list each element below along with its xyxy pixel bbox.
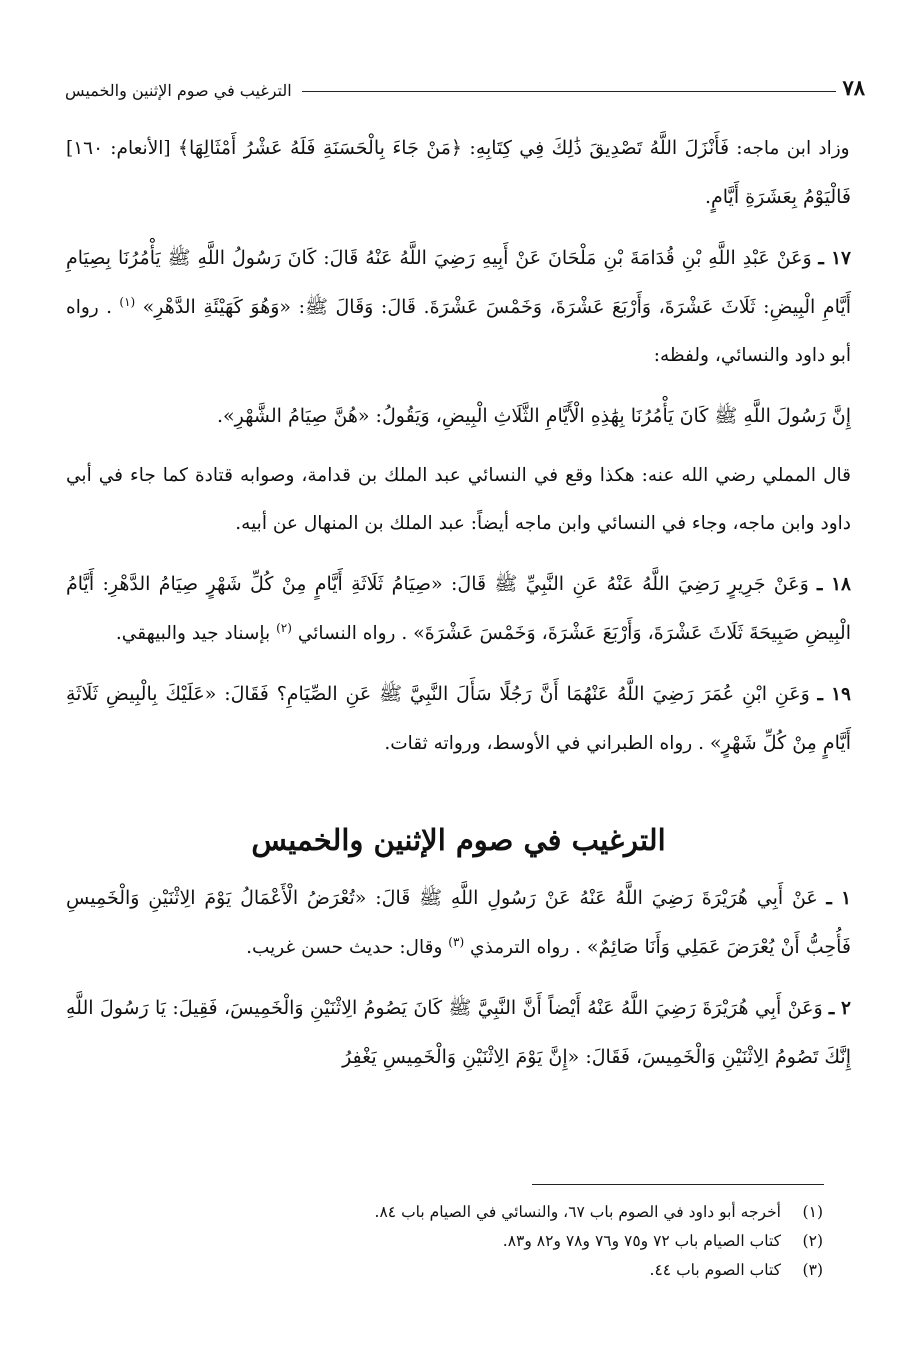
page-number: ٧٨	[842, 75, 865, 100]
footnote-marker: (٢)	[276, 620, 292, 635]
hadith-source: . رواه الترمذي	[470, 937, 582, 958]
hadith-source-tail: وقال: حديث حسن غريب.	[246, 937, 443, 958]
footnote-text: أخرجه أبو داود في الصوم باب ٦٧، والنسائي في الصيام باب ٨٤.	[374, 1203, 781, 1221]
footnote-text: كتاب الصوم باب ٤٤.	[649, 1261, 781, 1279]
footnote-number: (١)	[802, 1203, 823, 1221]
hadith-quote: عَنْ أَبِي هُرَيْرَةَ رَضِيَ اللَّهُ عَنْهُ عَنْ رَسُولِ اللَّهِ ﷺ قَالَ: «تُعْرَضُ الْأَعْمَالُ يَوْمَ الِاثْنَيْنِ وَالْخَمِيسِ فَأُحِبُّ أَنْ يُعْرَضَ عَمَلِي وَأَنَا صَائِمٌ»	[66, 887, 851, 958]
footnote-number: (٣)	[802, 1261, 823, 1279]
hadith-source: . رواه النسائي	[297, 623, 408, 644]
hadith-nasai-wording: إِنَّ رَسُولَ اللَّهِ ﷺ كَانَ يَأْمُرُنَا بِهَٰذِهِ الْأَيَّامِ الثَّلَاثِ الْبِيضِ، وَيَقُولُ: «هُنَّ صِيَامُ الشَّهْرِ».	[216, 405, 851, 427]
hadith-17	[66, 234, 851, 380]
footnote-3	[60, 1256, 823, 1285]
hadith-18	[66, 560, 851, 658]
hadith-number: ١٨ ـ	[816, 574, 851, 595]
header-rule	[302, 91, 837, 92]
footnote-marker: (١)	[119, 294, 136, 309]
hadith-source-tail: بإسناد جيد والبيهقي.	[115, 623, 271, 644]
hadith-number: ١٧ ـ	[818, 248, 851, 269]
footnote-2	[60, 1227, 823, 1256]
quran-reference: [الأنعام: ١٦٠]	[66, 138, 171, 159]
footnote-text: كتاب الصيام باب ٧٢ و٧٥ و٧٦ و٧٨ و٨٢ و٨٣.	[502, 1232, 781, 1250]
hadith-quote: وَعَنْ أَبِي هُرَيْرَةَ رَضِيَ اللَّهُ عَنْهُ أَيْضاً أَنَّ النَّبِيَّ ﷺ كَانَ يَصُومُ الِاثْنَيْنِ وَالْخَمِيسَ، فَقِيلَ: يَا رَسُولَ اللَّهِ إِنَّكَ تَصُومُ الِاثْنَيْنِ وَالْخَمِيسَ، فَقَالَ: «إِنَّ يَوْمَ الِاثْنَيْنِ وَالْخَمِيسِ يَغْفِرُ	[66, 997, 851, 1068]
section-hadith-1	[66, 874, 851, 972]
hadith-source: . رواه الطبراني في الأوسط، ورواته ثقات.	[384, 733, 704, 754]
hadith-quote: وَعَنِ ابْنِ عُمَرَ رَضِيَ اللَّهُ عَنْهُمَا أَنَّ رَجُلًا سَأَلَ النَّبِيَّ ﷺ عَنِ الصِّيَامِ؟ فَقَالَ: «عَلَيْكَ بِالْبِيضِ ثَلَاثَةِ أَيَّامٍ مِنْ كُلِّ شَهْرٍ»	[66, 683, 851, 754]
section-title: الترغيب في صوم الإثنين والخميس	[251, 823, 666, 857]
hadith-quote: وَعَنْ عَبْدِ اللَّهِ بْنِ قُدَامَةَ بْنِ مَلْحَانَ عَنْ أَبِيهِ رَضِيَ اللَّهُ عَنْهُ قَالَ: كَانَ رَسُولُ اللَّهِ ﷺ يَأْمُرُنَا بِصِيَامِ أَيَّامِ الْبِيضِ: ثَلَاثَ عَشْرَةَ، وَأَرْبَعَ عَشْرَةَ، وَخَمْسَ عَشْرَةَ. قَالَ: وَقَالَ ﷺ: «وَهُوَ كَهَيْئَةِ الدَّهْرِ»	[66, 247, 851, 318]
footnote-number: (٢)	[802, 1232, 823, 1250]
hadith-19	[66, 670, 851, 768]
section-hadith-2	[66, 984, 851, 1082]
hadith-number: ٢ ـ	[828, 998, 851, 1019]
hadith-quote: فَأَنْزَلَ اللَّهُ تَصْدِيقَ ذَٰلِكَ فِي كِتَابِهِ: ﴿مَنْ جَاءَ بِالْحَسَنَةِ فَلَهُ عَشْرُ أَمْثَالِهَا﴾	[177, 137, 730, 159]
hadith-quote: وَعَنْ جَرِيرٍ رَضِيَ اللَّهُ عَنْهُ عَنِ النَّبِيِّ ﷺ قَالَ: «صِيَامُ ثَلَاثَةِ أَيَّامٍ مِنْ كُلِّ شَهْرٍ صِيَامُ الدَّهْرِ: أَيَّامُ الْبِيضِ صَبِيحَةَ ثَلَاثَ عَشْرَةَ، وَأَرْبَعَ عَشْرَةَ، وَخَمْسَ عَشْرَةَ»	[66, 573, 851, 644]
page-header	[65, 70, 865, 100]
intro-text: وزاد ابن ماجه:	[729, 138, 850, 159]
footnotes	[60, 1198, 823, 1285]
running-title: الترغيب في صوم الإثنين والخميس	[65, 81, 292, 100]
footnote-marker: (٣)	[448, 934, 465, 949]
hadith-quote-tail: فَالْيَوْمُ بِعَشَرَةِ أَيَّامٍ.	[704, 186, 851, 208]
footnote-divider	[532, 1184, 824, 1185]
hadith-source: . رواه أبو داود والنسائي، ولفظه:	[66, 297, 851, 366]
hadith-number: ١٩ ـ	[817, 684, 851, 705]
commentary-mumli: قال المملي رضي الله عنه: هكذا وقع في النسائي عبد الملك بن قدامة، وصوابه قتادة كما جاء في أبي داود وابن ماجه، وجاء في النسائي وابن ماجه أيضاً: عبد الملك بن المنهال عن أبيه.	[66, 465, 851, 534]
hadith-number: ١ ـ	[826, 888, 851, 909]
paragraph-ibn-majah	[66, 124, 851, 222]
page-body	[66, 124, 851, 1094]
footnote-1	[60, 1198, 823, 1227]
